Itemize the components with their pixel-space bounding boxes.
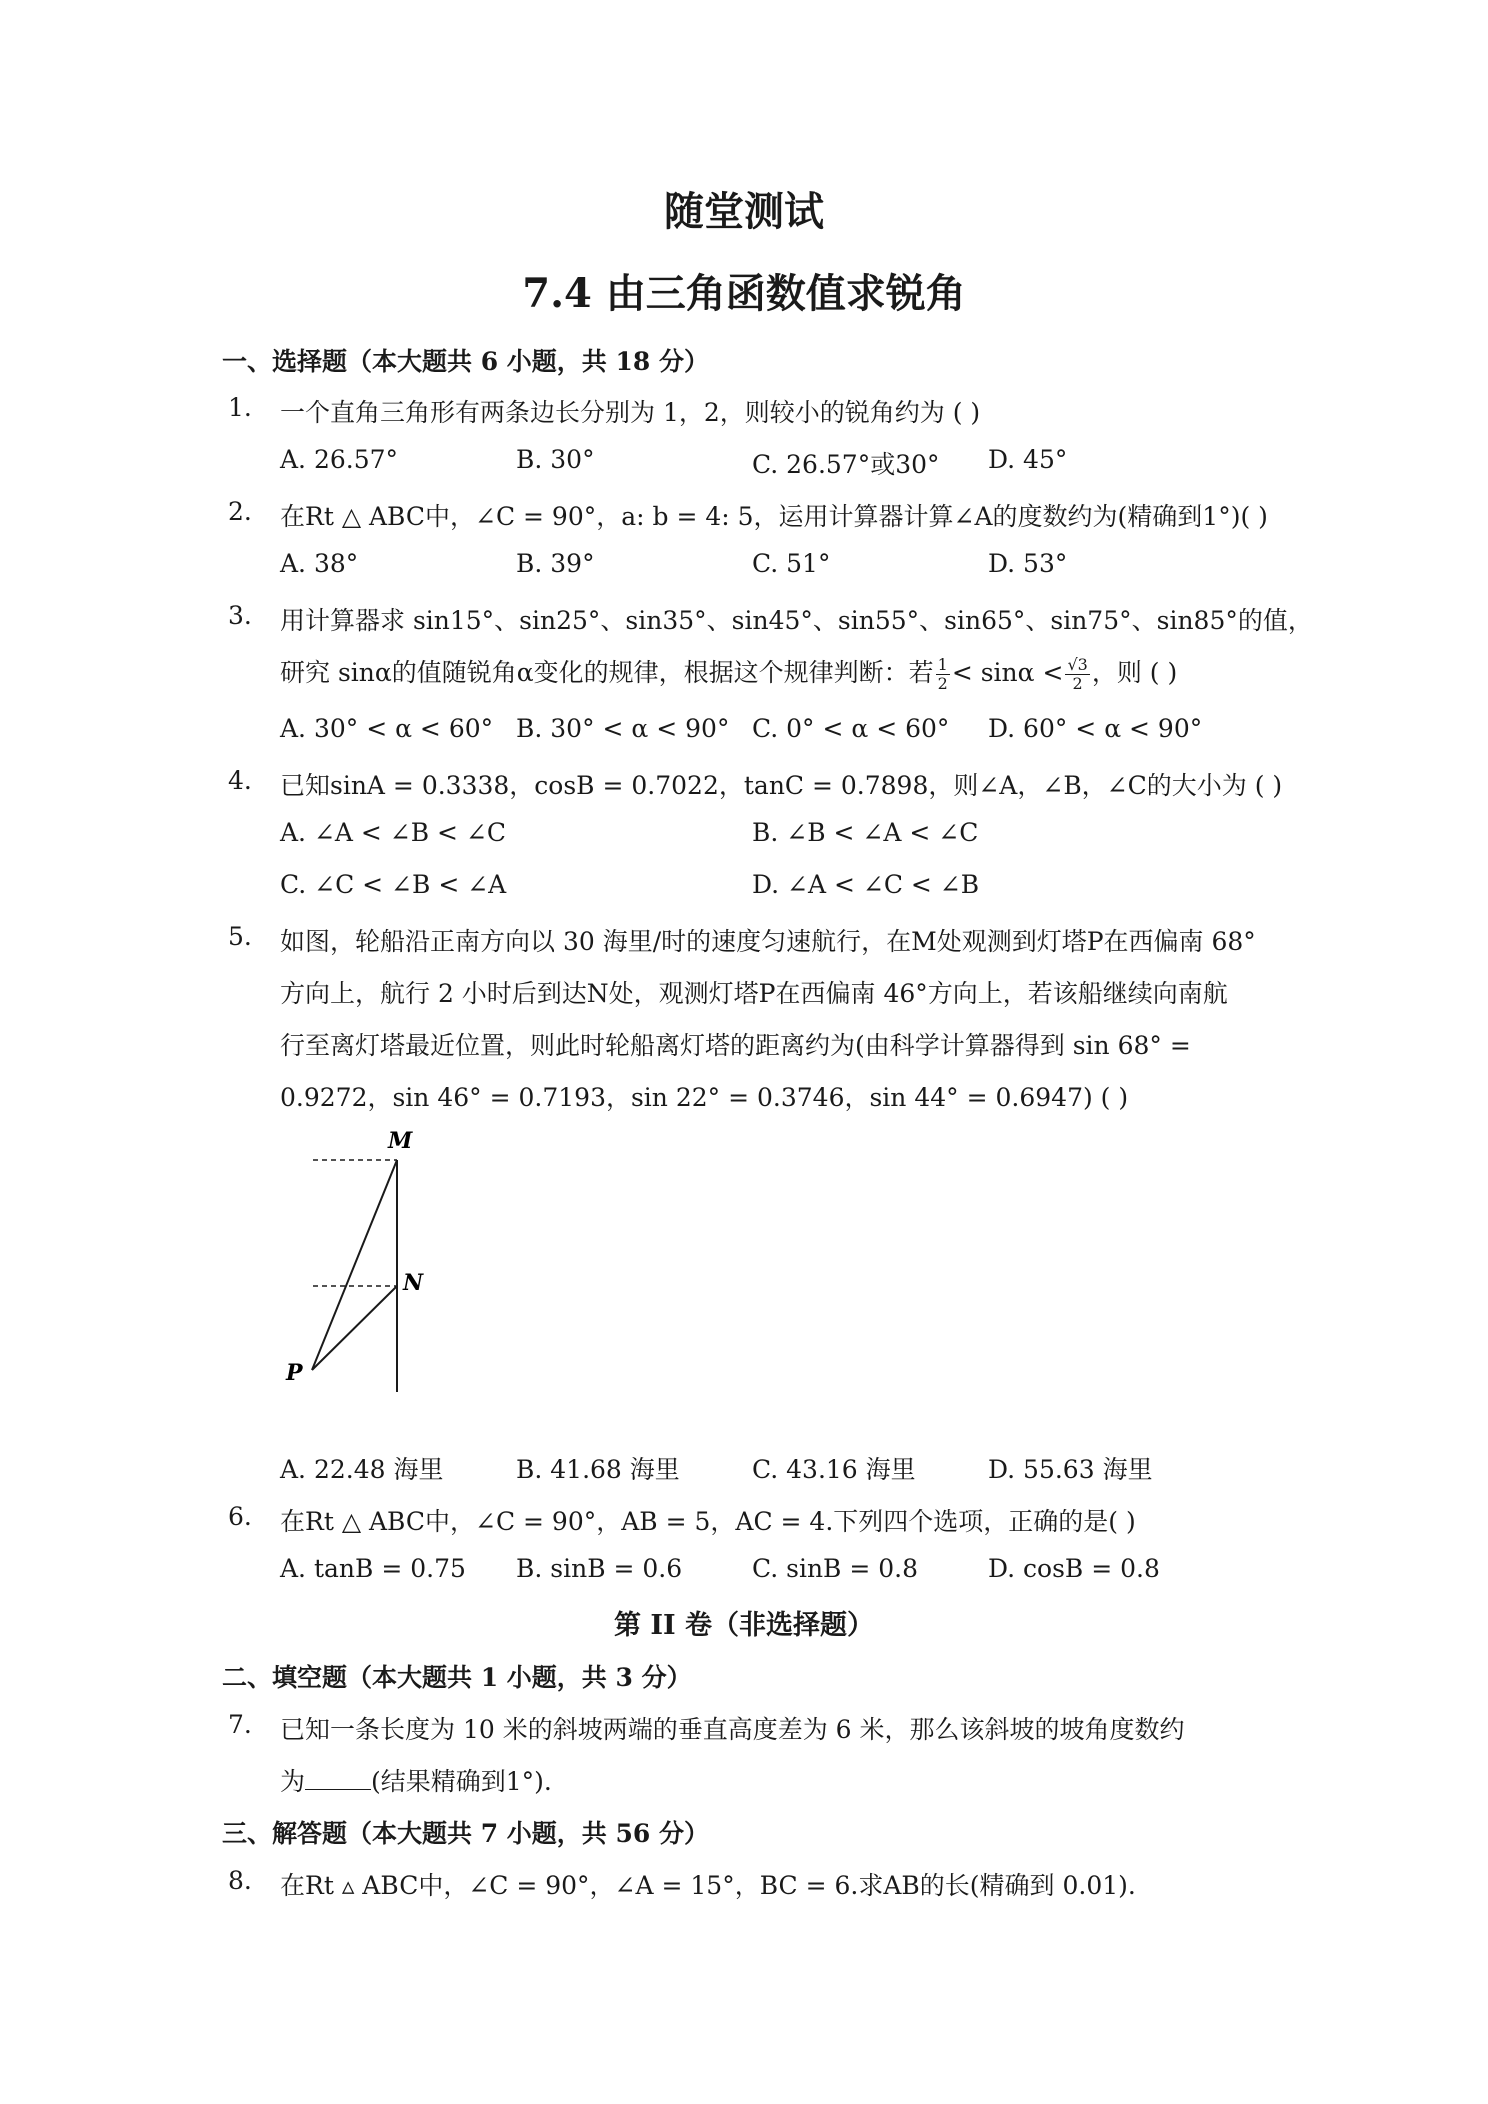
q2-option-c: C. 51° xyxy=(752,549,831,578)
q8-text: 在Rt ▵ ABC中，∠C = 90°，∠A = 15°，BC = 6.求AB的长(精确到 0.01). xyxy=(280,1871,1136,1900)
q3-number: 3. xyxy=(228,601,252,630)
q3-fraction-root3-half: $\frac{√3}{2}$ xyxy=(1067,655,1088,693)
page-subtitle: 7.4 由三角函数值求锐角 xyxy=(522,270,966,317)
q3-option-a: A. 30° < α < 60° xyxy=(280,714,494,743)
figure-label-n: N xyxy=(403,1270,424,1296)
q6-option-c: C. sinB = 0.8 xyxy=(752,1554,919,1583)
figure-label-m: M xyxy=(388,1128,413,1154)
q3-fraction-half: $\frac{1}{2}$ xyxy=(937,655,948,693)
q5-text-line1: 如图，轮船沿正南方向以 30 海里/时的速度匀速航行，在M处观测到灯塔P在西偏南 68° xyxy=(280,927,1256,956)
q6-option-b: B. sinB = 0.6 xyxy=(516,1554,683,1583)
q5-option-a: A. 22.48 海里 xyxy=(280,1455,444,1484)
q3-option-c: C. 0° < α < 60° xyxy=(752,714,950,743)
q1-option-a: A. 26.57° xyxy=(280,445,399,474)
section-choice-heading: 一、选择题（本大题共 6 小题，共 18 分） xyxy=(222,347,710,376)
q7-text-part-b: (结果精确到1°). xyxy=(371,1767,552,1796)
q3-text-part-c: ，则 ( ) xyxy=(1091,658,1178,687)
q6-text: 在Rt △ ABC中，∠C = 90°，AB = 5，AC = 4.下列四个选项，正确的是( ) xyxy=(280,1507,1136,1536)
q1-text: 一个直角三角形有两条边长分别为 1，2，则较小的锐角约为 ( ) xyxy=(280,398,981,427)
q7-text-line2 xyxy=(280,1762,552,1798)
q6-option-a: A. tanB = 0.75 xyxy=(280,1554,466,1583)
q7-text-part-a: 为 xyxy=(280,1767,306,1796)
q3-option-d: D. 60° < α < 90° xyxy=(988,714,1203,743)
q1-option-c: C. 26.57°或30° xyxy=(752,450,940,479)
q3-option-b: B. 30° < α < 90° xyxy=(516,714,730,743)
section-answer-heading: 三、解答题（本大题共 7 小题，共 56 分） xyxy=(222,1819,710,1848)
figure-label-p: P xyxy=(286,1360,303,1386)
q5-option-c: C. 43.16 海里 xyxy=(752,1455,916,1484)
q3-text-part-b: < sinα < xyxy=(951,658,1064,687)
q4-number: 4. xyxy=(228,766,252,795)
q2-option-a: A. 38° xyxy=(280,549,359,578)
q3-text-line1: 用计算器求 sin15°、sin25°、sin35°、sin45°、sin55°、sin65°、sin75°、sin85°的值， xyxy=(280,606,1313,635)
q6-option-d: D. cosB = 0.8 xyxy=(988,1554,1160,1583)
q6-number: 6. xyxy=(228,1502,252,1531)
q8-number: 8. xyxy=(228,1866,252,1895)
q1-option-d: D. 45° xyxy=(988,445,1068,474)
q4-option-d: D. ∠A < ∠C < ∠B xyxy=(752,870,980,899)
q3-text-part-a: 研究 sinα的值随锐角α变化的规律，根据这个规律判断：若 xyxy=(280,658,934,687)
q5-figure xyxy=(280,1120,460,1400)
q2-number: 2. xyxy=(228,497,252,526)
q3-text-line2 xyxy=(280,653,1177,693)
q5-text-line4: 0.9272，sin 46° = 0.7193，sin 22° = 0.3746，sin 44° = 0.6947) ( ) xyxy=(280,1083,1129,1112)
figure-line-mp xyxy=(312,1160,397,1370)
q7-answer-blank[interactable] xyxy=(305,1767,371,1790)
q4-text: 已知sinA = 0.3338，cosB = 0.7022，tanC = 0.7898，则∠A，∠B，∠C的大小为 ( ) xyxy=(280,771,1283,800)
q2-option-d: D. 53° xyxy=(988,549,1068,578)
q2-text: 在Rt △ ABC中，∠C = 90°，a: b = 4: 5，运用计算器计算∠A的度数约为(精确到1°)( ) xyxy=(280,502,1268,531)
q1-option-b: B. 30° xyxy=(516,445,595,474)
q5-option-b: B. 41.68 海里 xyxy=(516,1455,680,1484)
q4-option-a: A. ∠A < ∠B < ∠C xyxy=(280,818,507,847)
figure-line-np xyxy=(312,1286,397,1370)
section-fill-heading: 二、填空题（本大题共 1 小题，共 3 分） xyxy=(222,1663,692,1692)
q5-text-line2: 方向上，航行 2 小时后到达N处，观测灯塔P在西偏南 46°方向上，若该船继续向南航 xyxy=(280,979,1228,1008)
q2-option-b: B. 39° xyxy=(516,549,595,578)
q4-option-b: B. ∠B < ∠A < ∠C xyxy=(752,818,979,847)
q4-option-c: C. ∠C < ∠B < ∠A xyxy=(280,870,507,899)
q5-option-d: D. 55.63 海里 xyxy=(988,1455,1153,1484)
q1-number: 1. xyxy=(228,393,252,422)
q5-number: 5. xyxy=(228,922,252,951)
q7-number: 7. xyxy=(228,1710,252,1739)
page-title: 随堂测试 xyxy=(664,188,824,235)
part2-heading: 第 II 卷（非选择题） xyxy=(613,1610,875,1641)
q7-text-line1: 已知一条长度为 10 米的斜坡两端的垂直高度差为 6 米，那么该斜坡的坡角度数约 xyxy=(280,1715,1185,1744)
q5-text-line3: 行至离灯塔最近位置，则此时轮船离灯塔的距离约为(由科学计算器得到 sin 68° = xyxy=(280,1031,1191,1060)
